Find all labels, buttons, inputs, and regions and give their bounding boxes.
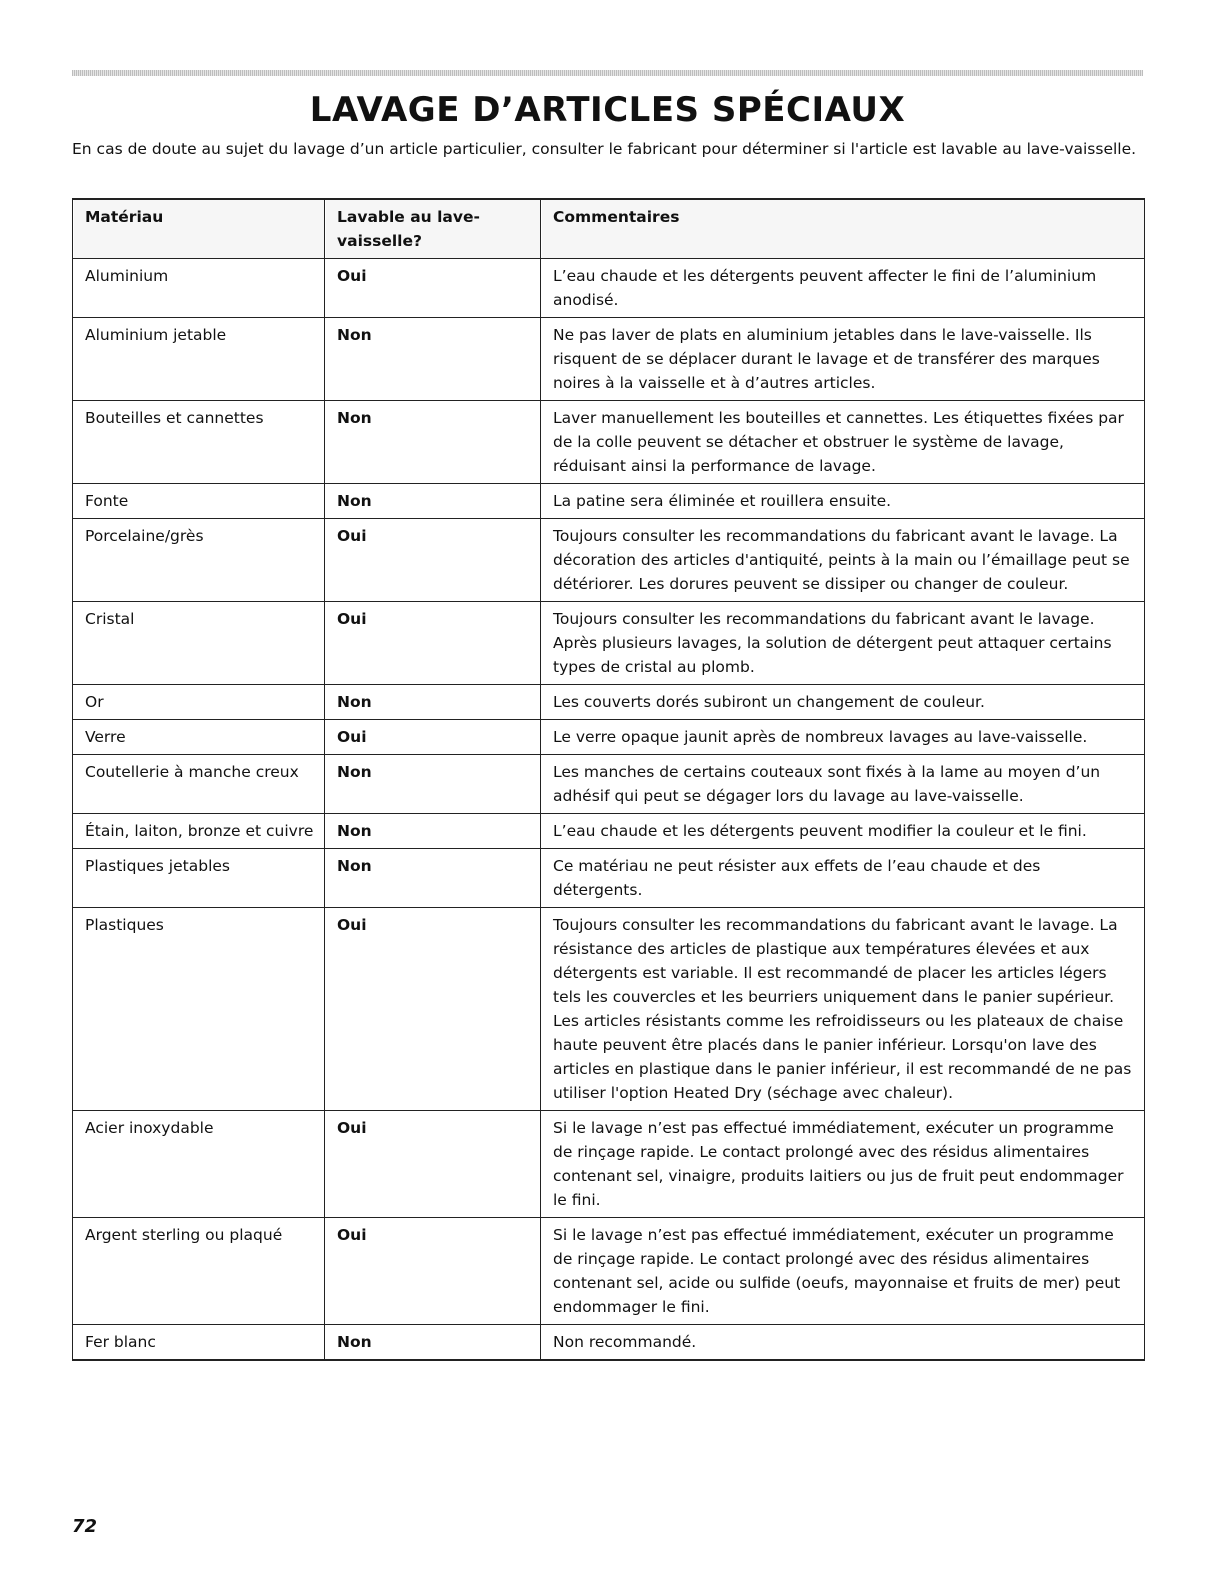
comment-cell: La patine sera éliminée et rouillera ensuite.	[541, 484, 1145, 519]
comment-cell: Toujours consulter les recommandations du fabricant avant le lavage. La décoration des articles d'antiquité, peints à la main ou l’émaillage peut se détériorer. Les dorures peuvent se dissiper ou changer de couleur.	[541, 519, 1145, 602]
comment-cell: Ce matériau ne peut résister aux effets de l’eau chaude et des détergents.	[541, 849, 1145, 908]
table-header-row	[73, 199, 1145, 259]
comment-cell: Les manches de certains couteaux sont fixés à la lame au moyen d’un adhésif qui peut se dégager lors du lavage au lave-vaisselle.	[541, 755, 1145, 814]
table-row	[73, 1111, 1145, 1218]
washable-cell: Oui	[325, 908, 541, 1111]
table-row	[73, 1218, 1145, 1325]
washable-cell: Oui	[325, 602, 541, 685]
comment-cell: Toujours consulter les recommandations du fabricant avant le lavage. Après plusieurs lavages, la solution de détergent peut attaquer certains types de cristal au plomb.	[541, 602, 1145, 685]
washable-cell: Non	[325, 814, 541, 849]
material-cell: Fonte	[73, 484, 325, 519]
table-row	[73, 602, 1145, 685]
material-cell: Cristal	[73, 602, 325, 685]
material-cell: Fer blanc	[73, 1325, 325, 1361]
page-title: LAVAGE D’ARTICLES SPÉCIAUX	[309, 90, 906, 130]
table-row	[73, 755, 1145, 814]
comment-cell: L’eau chaude et les détergents peuvent modifier la couleur et le fini.	[541, 814, 1145, 849]
table-row	[73, 259, 1145, 318]
material-cell: Aluminium	[73, 259, 325, 318]
comment-cell: Si le lavage n’est pas effectué immédiatement, exécuter un programme de rinçage rapide. Le contact prolongé avec des résidus alimentaires contenant sel, acide ou sulfide (oeufs, mayonnaise et fruits de mer) peut endommager le fini.	[541, 1218, 1145, 1325]
material-cell: Argent sterling ou plaqué	[73, 1218, 325, 1325]
comment-cell: Toujours consulter les recommandations du fabricant avant le lavage. La résistance des articles de plastique aux températures élevées et aux détergents est variable. Il est recommandé de placer les articles légers tels les couvercles et les beurriers uniquement dans le panier supérieur. Les articles résistants comme les refroidisseurs ou les plateaux de chaise haute peuvent être placés dans le panier inférieur. Lorsqu'on lave des articles en plastique dans le panier inférieur, il est recommandé de ne pas utiliser l'option Heated Dry (séchage avec chaleur).	[541, 908, 1145, 1111]
material-cell: Porcelaine/grès	[73, 519, 325, 602]
top-rule	[72, 70, 1143, 76]
washable-cell: Non	[325, 685, 541, 720]
comment-cell: Non recommandé.	[541, 1325, 1145, 1361]
special-items-table	[72, 198, 1145, 1361]
header-material: Matériau	[73, 199, 325, 259]
washable-cell: Oui	[325, 1111, 541, 1218]
header-washable: Lavable au lave-vaisselle?	[325, 199, 541, 259]
washable-cell: Oui	[325, 720, 541, 755]
washable-cell: Non	[325, 318, 541, 401]
table-row	[73, 814, 1145, 849]
comment-cell: Ne pas laver de plats en aluminium jetables dans le lave-vaisselle. Ils risquent de se déplacer durant le lavage et de transférer des marques noires à la vaisselle et à d’autres articles.	[541, 318, 1145, 401]
washable-cell: Oui	[325, 1218, 541, 1325]
comment-cell: Le verre opaque jaunit après de nombreux lavages au lave-vaisselle.	[541, 720, 1145, 755]
washable-cell: Non	[325, 401, 541, 484]
material-cell: Bouteilles et cannettes	[73, 401, 325, 484]
page-number: 72	[72, 1516, 98, 1537]
table-row	[73, 519, 1145, 602]
washable-cell: Non	[325, 1325, 541, 1361]
material-cell: Aluminium jetable	[73, 318, 325, 401]
washable-cell: Oui	[325, 519, 541, 602]
table-row	[73, 849, 1145, 908]
table-row	[73, 908, 1145, 1111]
material-cell: Coutellerie à manche creux	[73, 755, 325, 814]
comment-cell: Les couverts dorés subiront un changement de couleur.	[541, 685, 1145, 720]
header-comments: Commentaires	[541, 199, 1145, 259]
table-row	[73, 720, 1145, 755]
table-row	[73, 318, 1145, 401]
intro-paragraph: En cas de doute au sujet du lavage d’un article particulier, consulter le fabricant pour déterminer si l'article est lavable au lave-vaisselle.	[72, 140, 1137, 158]
comment-cell: L’eau chaude et les détergents peuvent affecter le fini de l’aluminium anodisé.	[541, 259, 1145, 318]
material-cell: Acier inoxydable	[73, 1111, 325, 1218]
washable-cell: Non	[325, 484, 541, 519]
washable-cell: Non	[325, 755, 541, 814]
table-row	[73, 484, 1145, 519]
washable-cell: Oui	[325, 259, 541, 318]
comment-cell: Si le lavage n’est pas effectué immédiatement, exécuter un programme de rinçage rapide. Le contact prolongé avec des résidus alimentaires contenant sel, vinaigre, produits laitiers ou jus de fruit peut endommager le fini.	[541, 1111, 1145, 1218]
material-cell: Plastiques jetables	[73, 849, 325, 908]
material-cell: Étain, laiton, bronze et cuivre	[73, 814, 325, 849]
material-cell: Verre	[73, 720, 325, 755]
comment-cell: Laver manuellement les bouteilles et cannettes. Les étiquettes fixées par de la colle peuvent se détacher et obstruer le système de lavage, réduisant ainsi la performance de lavage.	[541, 401, 1145, 484]
table-row	[73, 1325, 1145, 1361]
material-cell: Plastiques	[73, 908, 325, 1111]
material-cell: Or	[73, 685, 325, 720]
table-row	[73, 401, 1145, 484]
washable-cell: Non	[325, 849, 541, 908]
table-row	[73, 685, 1145, 720]
